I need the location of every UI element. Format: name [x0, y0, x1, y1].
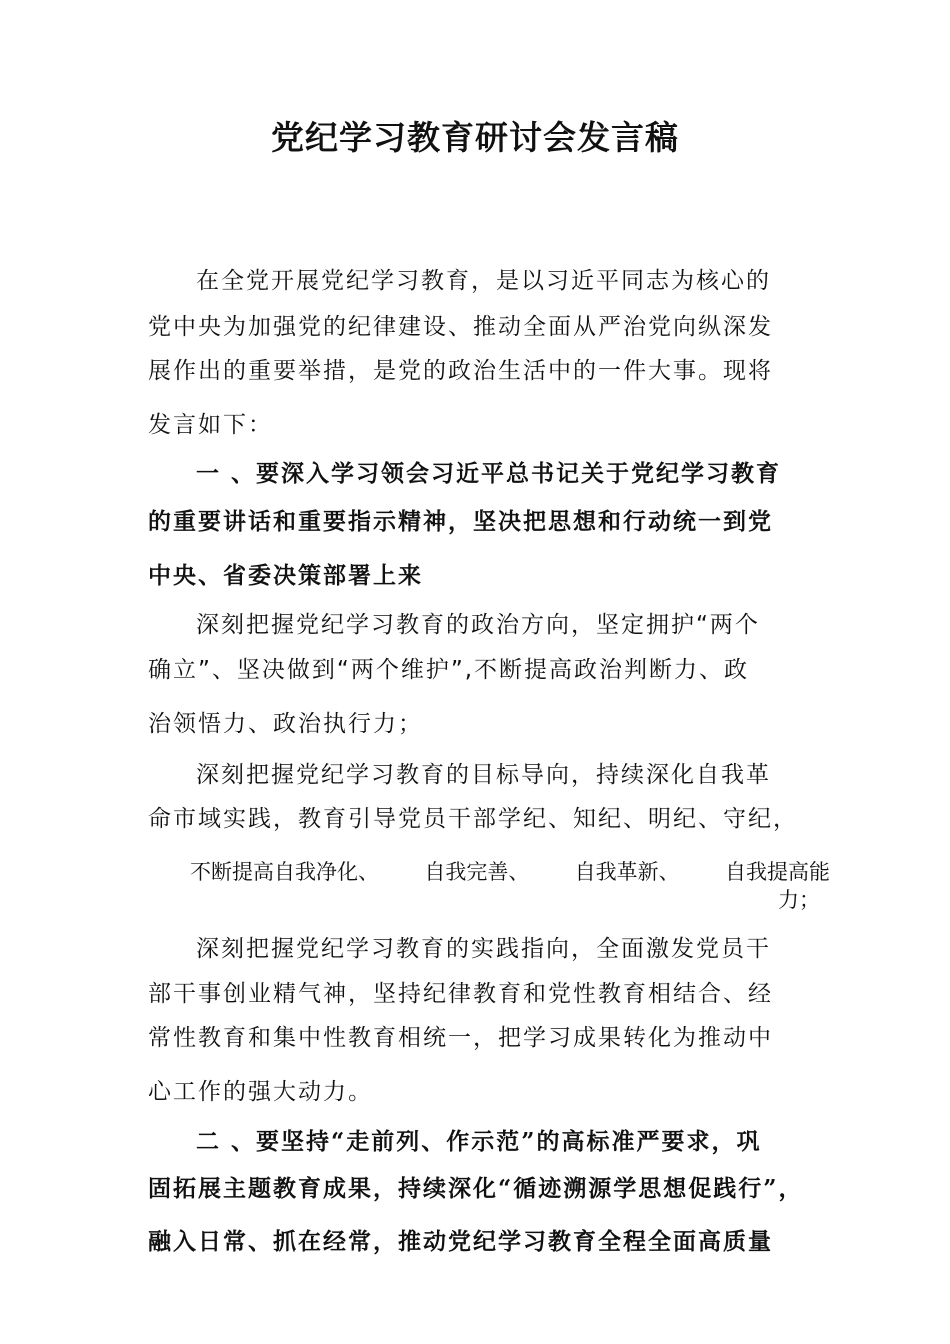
paragraph-line: 发言如下： [148, 412, 273, 438]
line-segment: 自我完善、 [424, 860, 530, 884]
section-heading-line: 中央、省委决策部署上来 [148, 562, 423, 589]
paragraph-line: 治领悟力、政治执行力； [148, 711, 423, 737]
paragraph-line: 常性教育和集中性教育相统一，把学习成果转化为推动中 [148, 1025, 773, 1051]
page-title: 党纪学习教育研讨会发言稿 [271, 118, 679, 157]
paragraph-line: 心工作的强大动力。 [148, 1079, 373, 1105]
line-segment: 自我提高能 [724, 860, 830, 884]
paragraph-line: 党中央为加强党的纪律建设、推动全面从严治党向纵深发 [148, 314, 773, 340]
justified-line [190, 856, 830, 886]
line-segment: 不断提高自我净化、 [190, 860, 379, 884]
line-tail: 力； [778, 888, 820, 912]
paragraph-line: 确立”、坚决做到“两个维护”,不断提高政治判断力、政 [148, 657, 750, 683]
paragraph-line: 在全党开展党纪学习教育，是以习近平同志为核心的 [196, 268, 771, 294]
paragraph-line: 深刻把握党纪学习教育的实践指向，全面激发党员干 [196, 936, 771, 962]
paragraph-line: 深刻把握党纪学习教育的目标导向，持续深化自我革 [196, 762, 771, 788]
section-heading-line: 的重要讲话和重要指示精神，坚决把思想和行动统一到党 [148, 508, 773, 535]
paragraph-line: 命市域实践，教育引导党员干部学纪、知纪、明纪、守纪， [148, 806, 798, 832]
paragraph-line: 深刻把握党纪学习教育的政治方向，坚定拥护“两个 [196, 612, 760, 638]
section-heading-line: 固拓展主题教育成果，持续深化“循迹溯源学思想促践行”， [148, 1175, 804, 1202]
paragraph-line: 部干事创业精气神，坚持纪律教育和党性教育相结合、经 [148, 981, 773, 1007]
section-heading-line: 融入日常、抓在经常，推动党纪学习教育全程全面高质量 [148, 1228, 773, 1255]
paragraph-line: 展作出的重要举措，是党的政治生活中的一件大事。现将 [148, 358, 773, 384]
line-segment: 自我革新、 [574, 860, 680, 884]
section-heading-line: 二 、要坚持“走前列、作示范”的高标准严要求，巩 [196, 1128, 762, 1155]
section-heading-line: 一 、要深入学习领会习近平总书记关于党纪学习教育 [196, 460, 782, 487]
